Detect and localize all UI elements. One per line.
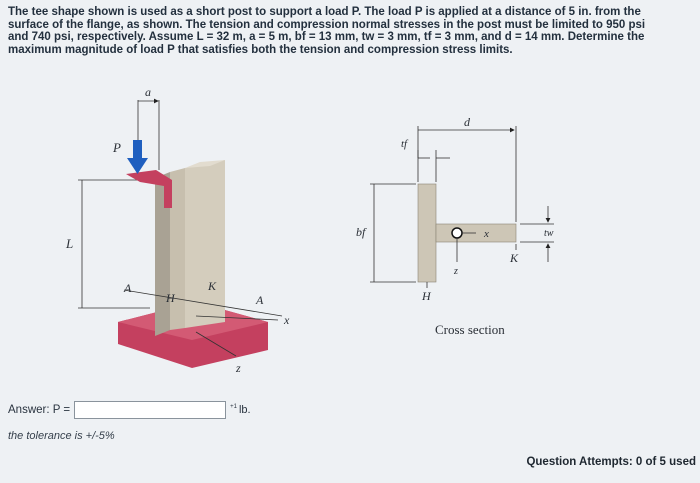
z-label: z bbox=[236, 361, 241, 375]
unit-prefix: +1 bbox=[230, 404, 237, 411]
load-bracket bbox=[126, 170, 172, 208]
answer-label: Answer: P = bbox=[8, 404, 71, 416]
tw-label: tw bbox=[544, 228, 554, 239]
post-stem bbox=[185, 160, 225, 328]
unit-label: lb. bbox=[238, 404, 251, 416]
answer-row bbox=[8, 401, 251, 419]
cross-section-illustration bbox=[356, 115, 554, 303]
H-label: H bbox=[166, 291, 175, 305]
x-label: x bbox=[284, 313, 290, 327]
problem-line-3: and 740 psi, respectively. Assume L = 32 m, a = 5 m, bf = 13 mm, tw = 3 mm, tf = 3 mm, and d = 14 mm. Determine the bbox=[8, 31, 645, 43]
a-label: a bbox=[145, 85, 151, 99]
problem-line-2: surface of the flange, as shown. The tension and compression normal stresses in the post must be limited to 950 psi bbox=[8, 18, 646, 31]
problem-line-1: The tee shape shown is used as a short post to support a load P. The load P is applied at a distance of 5 in. from the bbox=[8, 6, 641, 18]
answer-unit bbox=[230, 404, 250, 416]
A-right-label: A bbox=[256, 293, 264, 307]
centroid-icon bbox=[452, 228, 462, 238]
load-arrow-shaft bbox=[133, 140, 142, 158]
post-illustration bbox=[65, 85, 290, 375]
K-point-label: K bbox=[510, 251, 519, 265]
H-point-label: H bbox=[422, 289, 431, 303]
bf-label: bf bbox=[356, 225, 366, 239]
answer-input[interactable] bbox=[74, 401, 226, 419]
post-flange bbox=[170, 168, 185, 330]
tf-label: tf bbox=[401, 138, 408, 150]
L-label: L bbox=[66, 236, 74, 251]
problem-line-4: maximum magnitude of load P that satisfies both the tension and compression stress limits. bbox=[8, 43, 513, 56]
P-label: P bbox=[113, 140, 121, 155]
question-attempts: Question Attempts: 0 of 5 used bbox=[526, 456, 696, 468]
x-axis-label: x bbox=[484, 228, 489, 240]
d-label: d bbox=[464, 115, 470, 129]
A-left-label: A bbox=[124, 281, 132, 295]
z-axis-label: z bbox=[454, 266, 458, 277]
cross-section-caption: Cross section bbox=[435, 322, 505, 337]
section-flange bbox=[418, 184, 436, 282]
K-label: K bbox=[208, 279, 217, 293]
tolerance-note: the tolerance is +/-5% bbox=[8, 430, 115, 442]
